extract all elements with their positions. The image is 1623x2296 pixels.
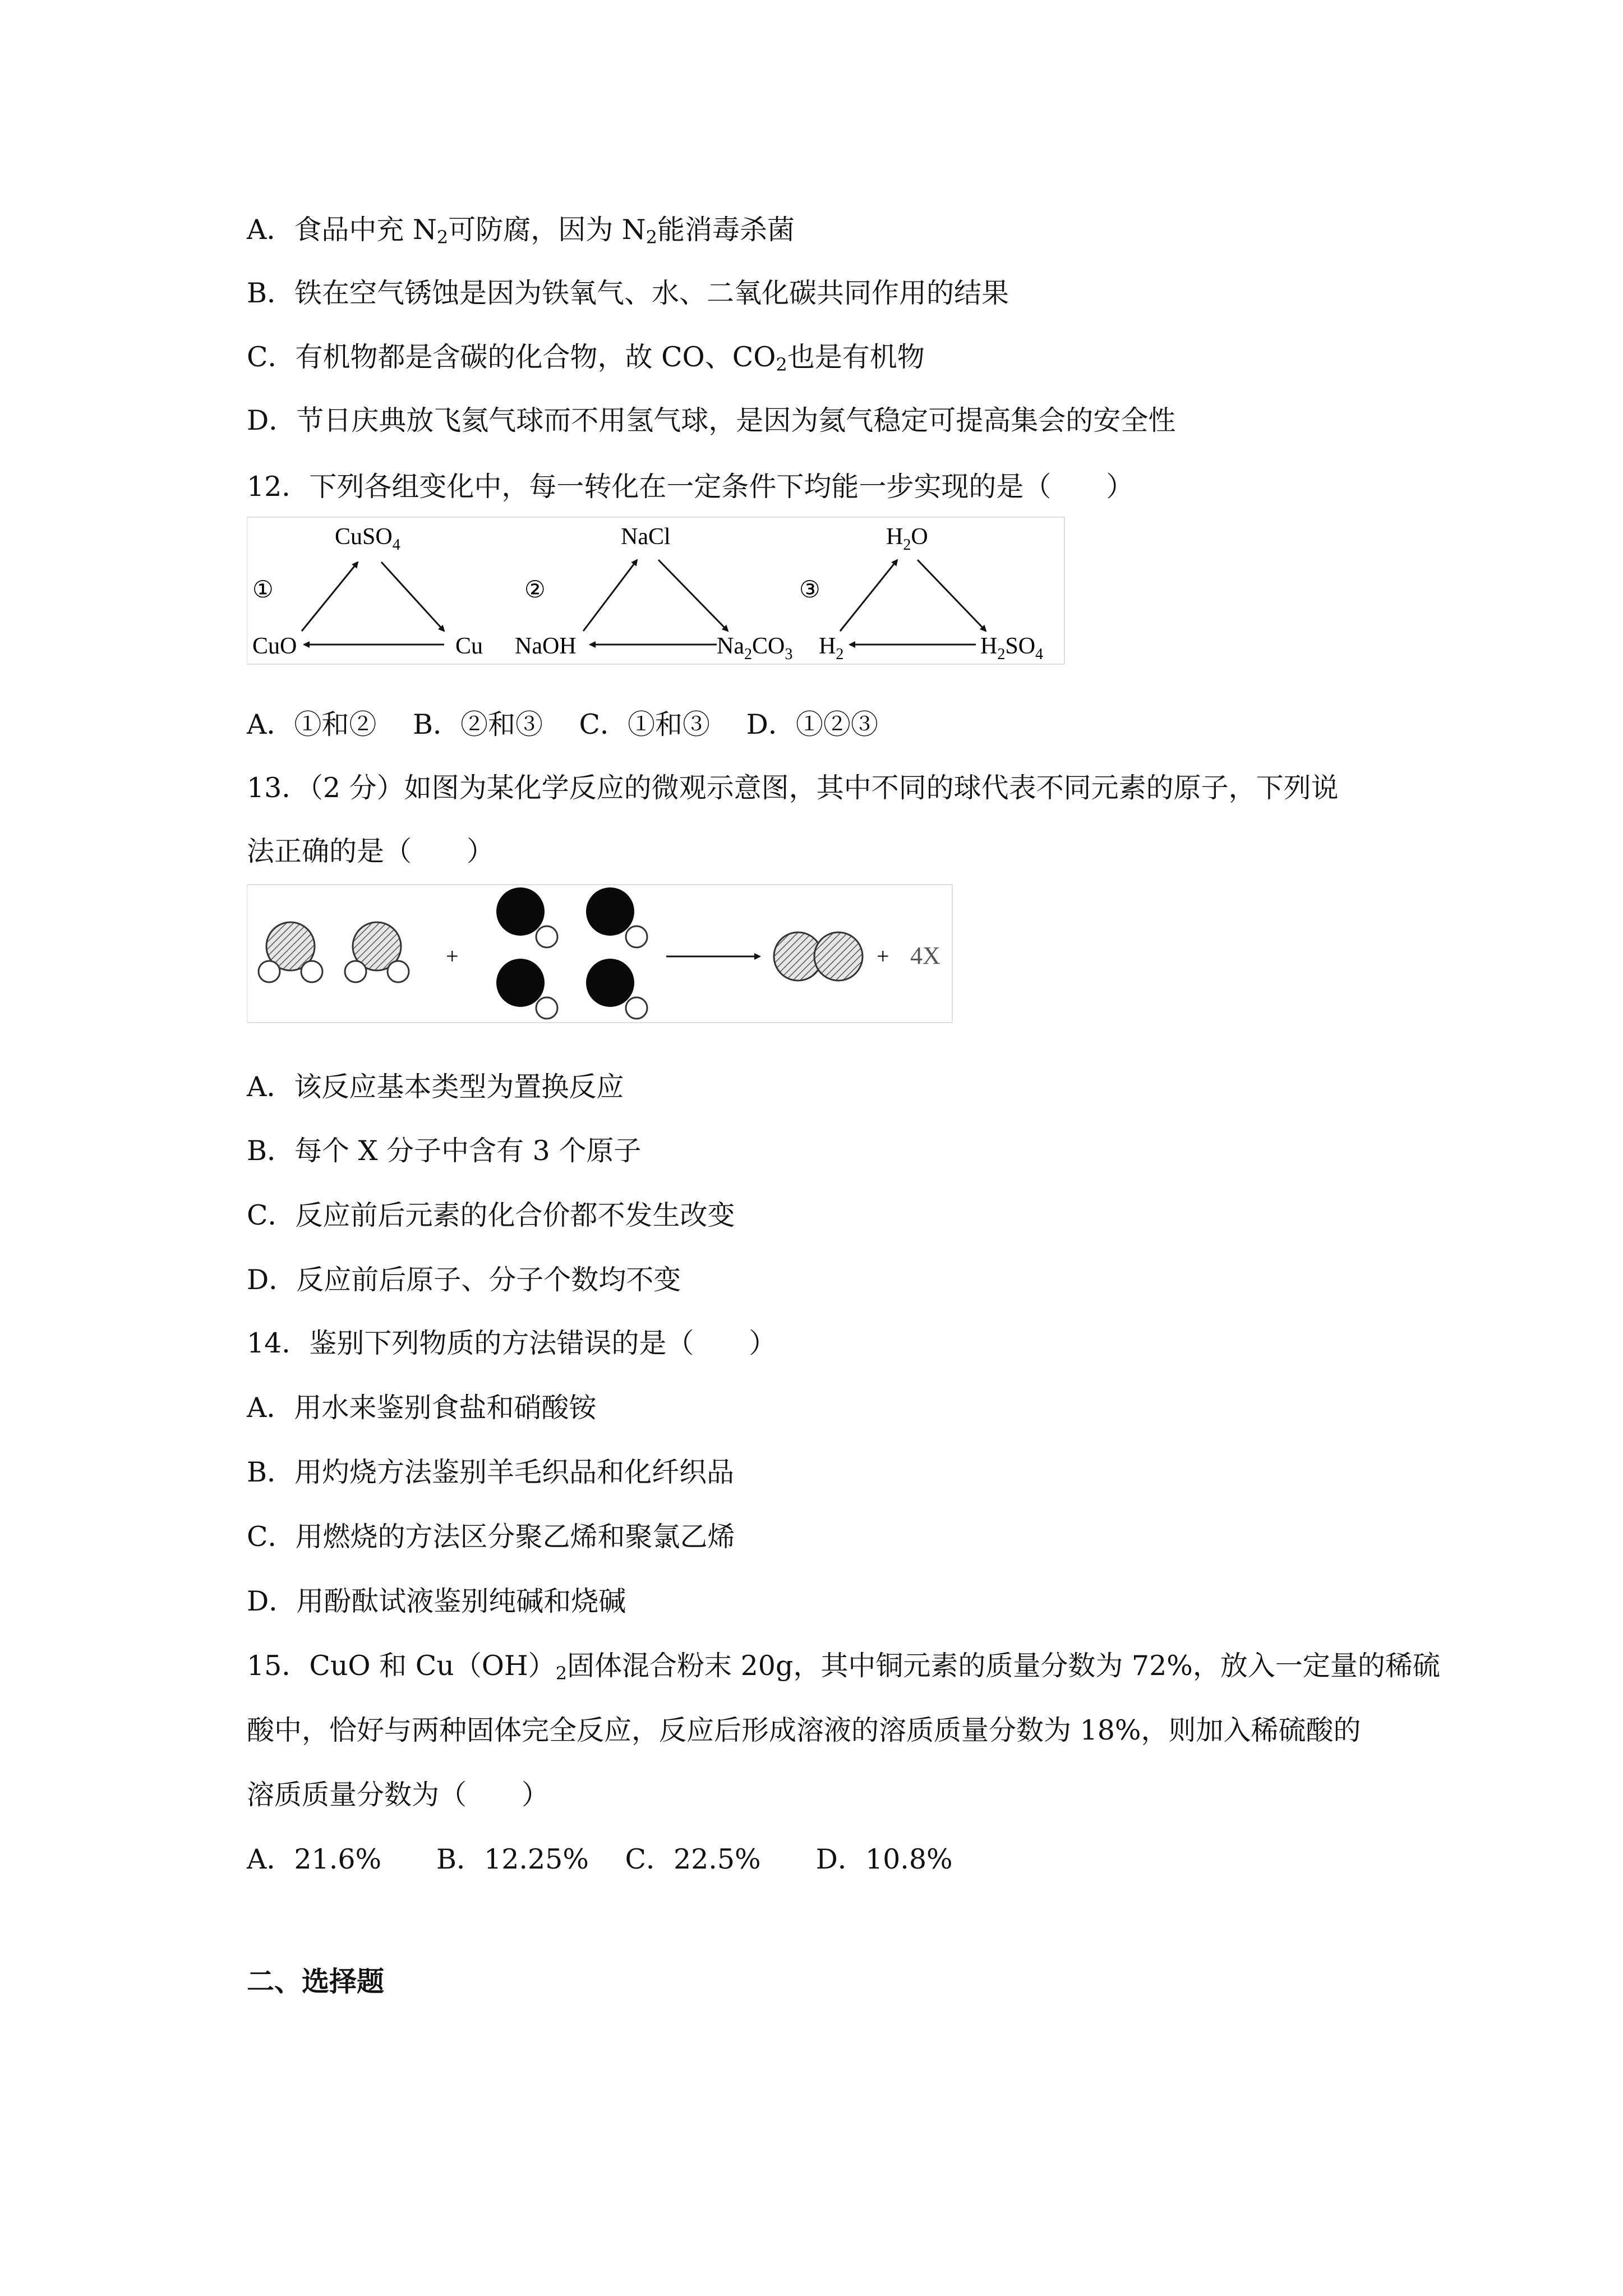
q12-group1-left: CuO <box>252 633 297 659</box>
q12-group2-left: NaOH <box>515 633 577 659</box>
q12-group1-top: CuSO$_4$ <box>335 524 400 554</box>
q12-group3-arrow-left-to-top <box>840 560 897 631</box>
q12-conversion-diagram <box>247 516 1066 666</box>
q15-stem-line1: 15．CuO 和 $Cu(OH)_2$固体混合粉末 20g，其中铜元素的质量分数为 72%，放入一定量的稀硫 <box>247 1650 1440 1684</box>
q13-microscopic-reaction-diagram <box>247 884 953 1024</box>
q15-stem-line2: 酸中，恰好与两种固体完全反应，反应后形成溶液的溶质质量分数为 18%，则加入稀硫酸的 <box>247 1714 1361 1746</box>
q15-stem-line3: 溶质质量分数为（ ） <box>247 1779 550 1811</box>
q12-group3-right: $H_2SO_4$ <box>980 633 1044 663</box>
black-molecule-3 <box>496 959 557 1019</box>
q12-group3-top: $H_2O$ <box>886 524 928 554</box>
q12-group1-arrow-left-to-top <box>302 562 358 631</box>
q14-option-b: B．用灼烧方法鉴别羊毛织品和化纤织品 <box>247 1456 735 1488</box>
q13-option-a: A．该反应基本类型为置换反应 <box>247 1071 624 1103</box>
q14-stem: 14．鉴别下列物质的方法错误的是（ ） <box>247 1327 777 1359</box>
q13-stem-line1: 13．（2 分）如图为某化学反应的微观示意图，其中不同的球代表不同元素的原子，下列说 <box>247 772 1339 804</box>
plus-sign-2: + <box>877 944 889 969</box>
black-molecule-1 <box>496 887 557 947</box>
q12-group2-top: NaCl <box>621 524 671 550</box>
q12-group2-arrow-left-to-top <box>583 560 637 631</box>
q12-group2-number: ② <box>524 577 546 603</box>
q11-option-c: C．有机物都是含碳的化合物，故 CO、$CO_2$也是有机物 <box>247 341 925 375</box>
q13-option-d: D．反应前后原子、分子个数均不变 <box>247 1264 681 1296</box>
q14-option-a: A．用水来鉴别食盐和硝酸铵 <box>247 1392 597 1424</box>
black-molecule-4 <box>586 959 647 1019</box>
q15-options: A．21.6% B．12.25% C．22.5% D．10.8% <box>247 1843 953 1875</box>
q12-group2-arrow-top-to-right <box>658 560 728 631</box>
q14-option-c: C．用燃烧的方法区分聚乙烯和聚氯乙烯 <box>247 1521 735 1553</box>
q12-group3-arrow-top-to-right <box>917 560 986 631</box>
q11-option-b: B．铁在空气锈蚀是因为铁氧气、水、二氧化碳共同作用的结果 <box>247 277 1009 309</box>
q12-options: A．①和② B．②和③ C．①和③ D．①②③ <box>247 708 878 740</box>
section-heading-2: 二、选择题 <box>247 1965 385 1998</box>
black-molecule-2 <box>586 887 647 947</box>
q11-option-d: D．节日庆典放飞氦气球而不用氢气球，是因为氦气稳定可提高集会的安全性 <box>247 404 1176 436</box>
product-4x-label: 4X <box>910 942 940 969</box>
q13-option-c: C．反应前后元素的化合价都不发生改变 <box>247 1199 735 1231</box>
product-molecule <box>774 932 863 981</box>
plus-sign-1: + <box>446 944 459 969</box>
q13-stem-line2: 法正确的是（ ） <box>247 835 495 867</box>
q13-option-b: B．每个 X 分子中含有 3 个原子 <box>247 1135 642 1167</box>
reactant-molecule-2 <box>345 922 409 982</box>
q12-group1-right: Cu <box>455 633 483 659</box>
q12-group3-number: ③ <box>799 577 820 603</box>
q12-group2-right: $Na_2CO_3$ <box>717 633 793 663</box>
q11-option-a: A．食品中充 $N_2$可防腐，因为 $N_2$能消毒杀菌 <box>247 214 795 248</box>
q12-group1-arrow-top-to-right <box>381 562 444 631</box>
q12-group3-left: $H_2$ <box>819 633 844 663</box>
q12-group1-number: ① <box>252 577 274 603</box>
q14-option-d: D．用酚酞试液鉴别纯碱和烧碱 <box>247 1585 626 1617</box>
reactant-molecule-1 <box>259 922 322 982</box>
q12-stem: 12．下列各组变化中，每一转化在一定条件下均能一步实现的是（ ） <box>247 471 1134 503</box>
